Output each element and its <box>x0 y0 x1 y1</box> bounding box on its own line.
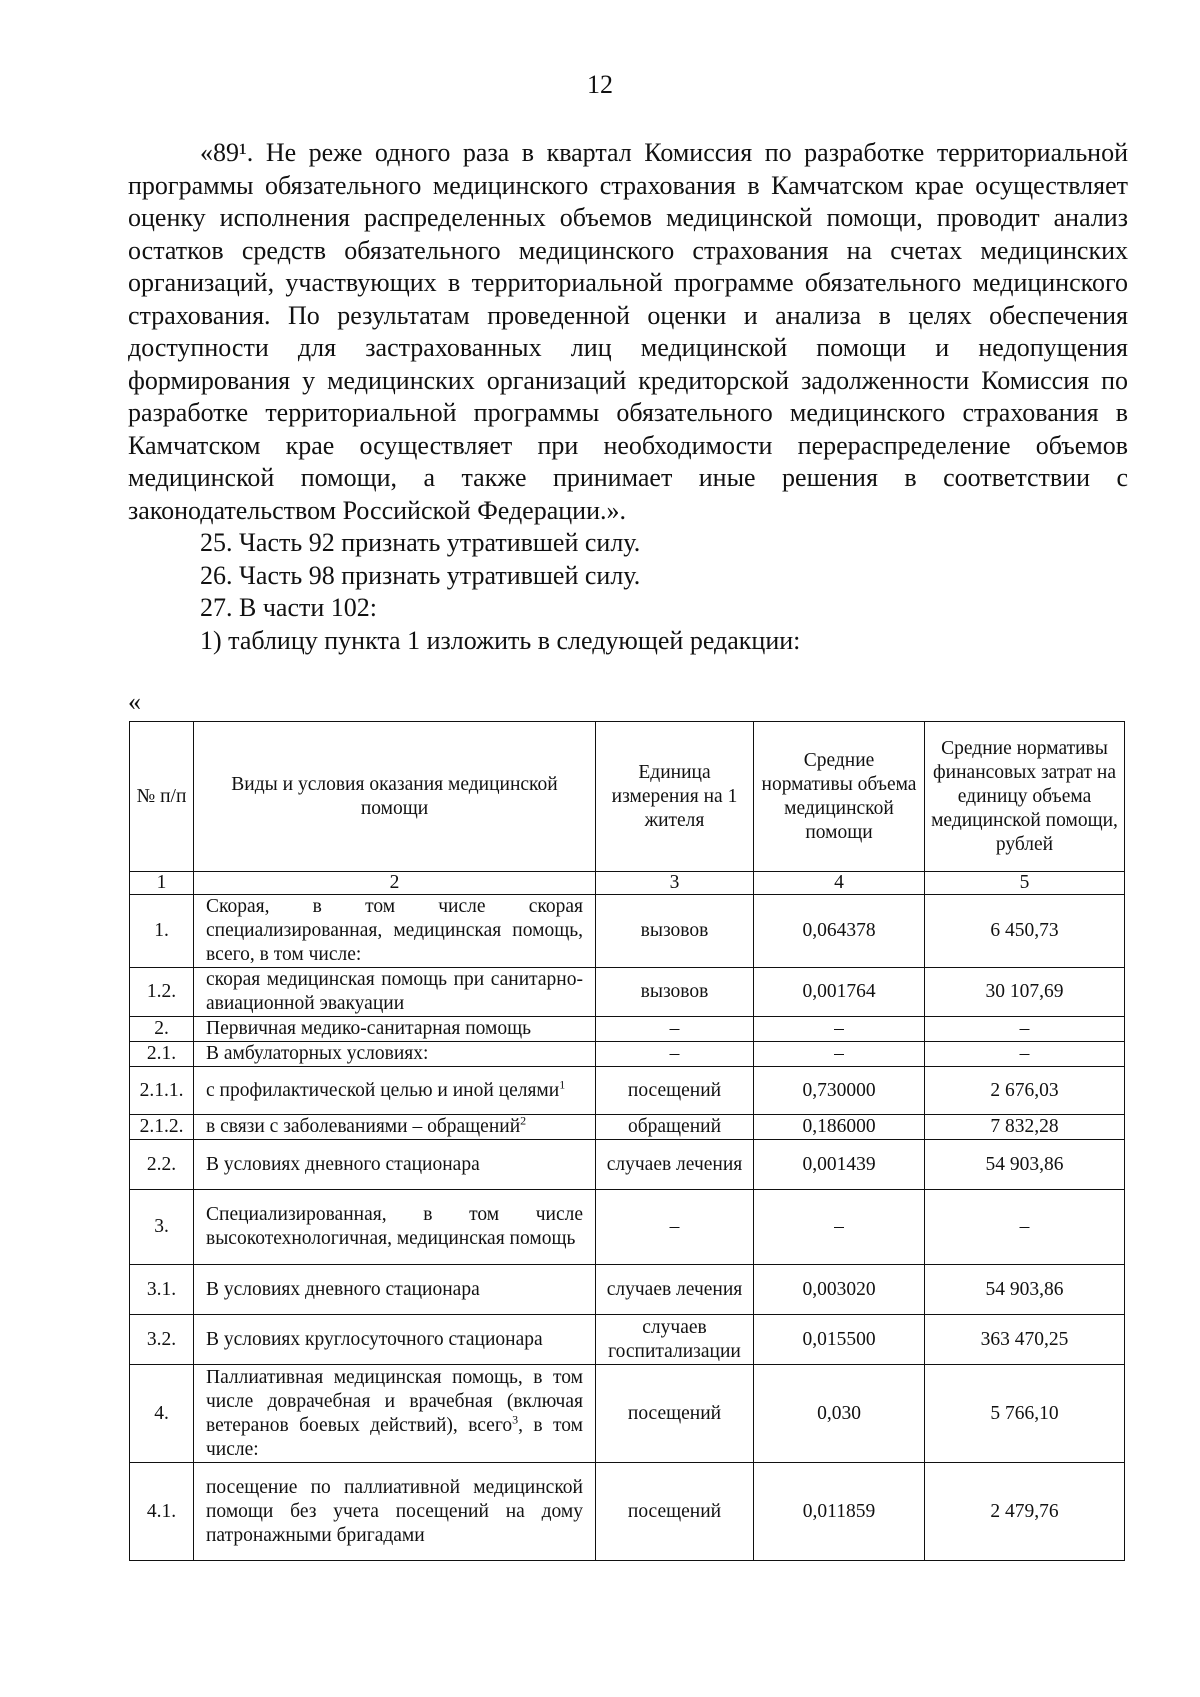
row-unit: вызовов <box>596 968 754 1017</box>
table-row <box>130 1190 1125 1265</box>
row-kind-text: Первичная медико-санитарная помощь <box>206 1018 532 1039</box>
row-kind-text: с профилактической целью и иной целями <box>206 1079 560 1101</box>
row-unit: – <box>596 1190 754 1265</box>
row-cost: 30 107,69 <box>925 968 1125 1017</box>
norms-table <box>129 721 1125 1561</box>
row-kind <box>194 1365 596 1463</box>
row-unit: случаев лечения <box>596 1140 754 1190</box>
row-number: 2.1.1. <box>130 1067 194 1115</box>
row-kind <box>194 968 596 1017</box>
table-row <box>130 1463 1125 1561</box>
opening-quote-mark: « <box>128 687 141 716</box>
row-number: 2.2. <box>130 1140 194 1190</box>
row-volume: 0,001439 <box>754 1140 925 1190</box>
row-cost: 54 903,86 <box>925 1140 1125 1190</box>
row-kind <box>194 1067 596 1115</box>
row-kind-text: Паллиативная медицинская помощь, в том числе доврачебная и врачебная (включая ветеранов боевых действий), всего <box>206 1366 583 1436</box>
row-cost: 2 676,03 <box>925 1067 1125 1115</box>
row-number: 1.2. <box>130 968 194 1017</box>
row-kind-text: посещение по паллиативной медицинской помощи без учета посещений на дому патронажными бригадами <box>206 1476 583 1546</box>
row-kind-text: В амбулаторных условиях: <box>206 1043 429 1064</box>
table-body <box>130 872 1125 1561</box>
row-cost: 6 450,73 <box>925 895 1125 968</box>
table-row <box>130 1365 1125 1463</box>
header-kind: Виды и условия оказания медицинской помощи <box>194 722 596 872</box>
column-number: 2 <box>194 872 596 895</box>
row-number: 4. <box>130 1365 194 1463</box>
row-cost: 54 903,86 <box>925 1265 1125 1315</box>
row-kind <box>194 1463 596 1561</box>
row-kind <box>194 1190 596 1265</box>
row-cost: 363 470,25 <box>925 1315 1125 1365</box>
paragraph-item-25: 25. Часть 92 признать утратившей силу. <box>200 528 641 557</box>
row-number: 2.1. <box>130 1042 194 1067</box>
table-row <box>130 1017 1125 1042</box>
header-number: № п/п <box>130 722 194 872</box>
header-cost: Средние нормативы финансовых затрат на единицу объема медицинской помощи, рублей <box>925 722 1125 872</box>
row-kind-text: Специализированная, в том числе высокотехнологичная, медицинская помощь <box>206 1204 583 1249</box>
paragraph-item-27: 27. В части 102: <box>200 593 377 622</box>
row-cost: – <box>925 1190 1125 1265</box>
row-volume: 0,011859 <box>754 1463 925 1561</box>
row-kind-text: Скорая, в том числе скорая специализированная, медицинская помощь, всего, в том числе: <box>206 896 583 965</box>
row-cost: – <box>925 1017 1125 1042</box>
footnote-marker: 1 <box>559 1077 566 1091</box>
table-header <box>130 722 1125 872</box>
table-row <box>130 1115 1125 1140</box>
row-kind <box>194 895 596 968</box>
row-kind-text: скорая медицинская помощь при санитарно-авиационной эвакуации <box>206 969 583 1014</box>
row-unit: вызовов <box>596 895 754 968</box>
footnote-marker: 3 <box>512 1412 519 1426</box>
body-text <box>128 137 1128 657</box>
row-number: 1. <box>130 895 194 968</box>
row-volume: – <box>754 1017 925 1042</box>
row-kind-tail: , в том числе: <box>206 1414 583 1460</box>
row-volume: 0,003020 <box>754 1265 925 1315</box>
row-kind <box>194 1265 596 1315</box>
row-kind <box>194 1115 596 1140</box>
table-row <box>130 1067 1125 1115</box>
row-kind-text: В условиях дневного стационара <box>206 1278 480 1300</box>
table-row <box>130 968 1125 1017</box>
column-number: 4 <box>754 872 925 895</box>
row-cost: 5 766,10 <box>925 1365 1125 1463</box>
row-volume: 0,064378 <box>754 895 925 968</box>
column-number: 3 <box>596 872 754 895</box>
header-unit: Единица измерения на 1 жителя <box>596 722 754 872</box>
row-number: 2. <box>130 1017 194 1042</box>
row-volume: 0,030 <box>754 1365 925 1463</box>
column-number-row <box>130 872 1125 895</box>
table-row <box>130 1140 1125 1190</box>
row-volume: 0,186000 <box>754 1115 925 1140</box>
row-kind-text: в связи с заболеваниями – обращений <box>206 1116 521 1137</box>
row-kind <box>194 1315 596 1365</box>
row-kind <box>194 1017 596 1042</box>
row-kind-text: В условиях дневного стационара <box>206 1153 480 1175</box>
row-kind-text: В условиях круглосуточного стационара <box>206 1328 543 1350</box>
row-unit: посещений <box>596 1463 754 1561</box>
row-volume: 0,015500 <box>754 1315 925 1365</box>
table-row <box>130 895 1125 968</box>
column-number: 5 <box>925 872 1125 895</box>
row-unit: посещений <box>596 1067 754 1115</box>
row-number: 3.2. <box>130 1315 194 1365</box>
row-number: 3. <box>130 1190 194 1265</box>
row-volume: – <box>754 1042 925 1067</box>
row-cost: – <box>925 1042 1125 1067</box>
row-unit: – <box>596 1017 754 1042</box>
paragraph-article-89-1: «89¹. Не реже одного раза в квартал Комиссия по разработке территориальной программы обязательного медицинского страхования в Камчатском крае осуществляет оценку исполнения распределенных объемов медицинской помощи, проводит анализ остатков средств обязательного медицинского страхования на счетах медицинских организаций, участвующих в территориальной программе обязательного медицинского страхования. По результатам проведенной оценки и анализа в целях обеспечения доступности для застрахованных лиц медицинской помощи и недопущения формирования у медицинских организаций кредиторской задолженности Комиссия по разработке территориальной программы обязательного медицинского страхования в Камчатском крае осуществляет при необходимости перераспределение объемов медицинской помощи, а также принимает иные решения в соответствии с законодательством Российской Федерации.». <box>128 138 1128 525</box>
table-row <box>130 1315 1125 1365</box>
header-volume: Средние нормативы объема медицинской помощи <box>754 722 925 872</box>
row-volume: 0,001764 <box>754 968 925 1017</box>
paragraph-item-26: 26. Часть 98 признать утратившей силу. <box>200 560 641 590</box>
paragraph-subitem-1: 1) таблицу пункта 1 изложить в следующей редакции: <box>200 625 801 655</box>
table-row <box>130 1042 1125 1067</box>
row-volume: 0,730000 <box>754 1067 925 1115</box>
row-cost: 2 479,76 <box>925 1463 1125 1561</box>
row-unit: – <box>596 1042 754 1067</box>
row-number: 3.1. <box>130 1265 194 1315</box>
row-number: 2.1.2. <box>130 1115 194 1140</box>
row-cost: 7 832,28 <box>925 1115 1125 1140</box>
row-unit: посещений <box>596 1365 754 1463</box>
footnote-marker: 2 <box>520 1113 527 1128</box>
table-row <box>130 1265 1125 1315</box>
row-number: 4.1. <box>130 1463 194 1561</box>
row-kind <box>194 1140 596 1190</box>
row-unit: обращений <box>596 1115 754 1140</box>
row-unit: случаев госпитализации <box>596 1315 754 1365</box>
page-number: 12 <box>587 70 613 99</box>
row-volume: – <box>754 1190 925 1265</box>
column-number: 1 <box>130 872 194 895</box>
row-unit: случаев лечения <box>596 1265 754 1315</box>
row-kind <box>194 1042 596 1067</box>
